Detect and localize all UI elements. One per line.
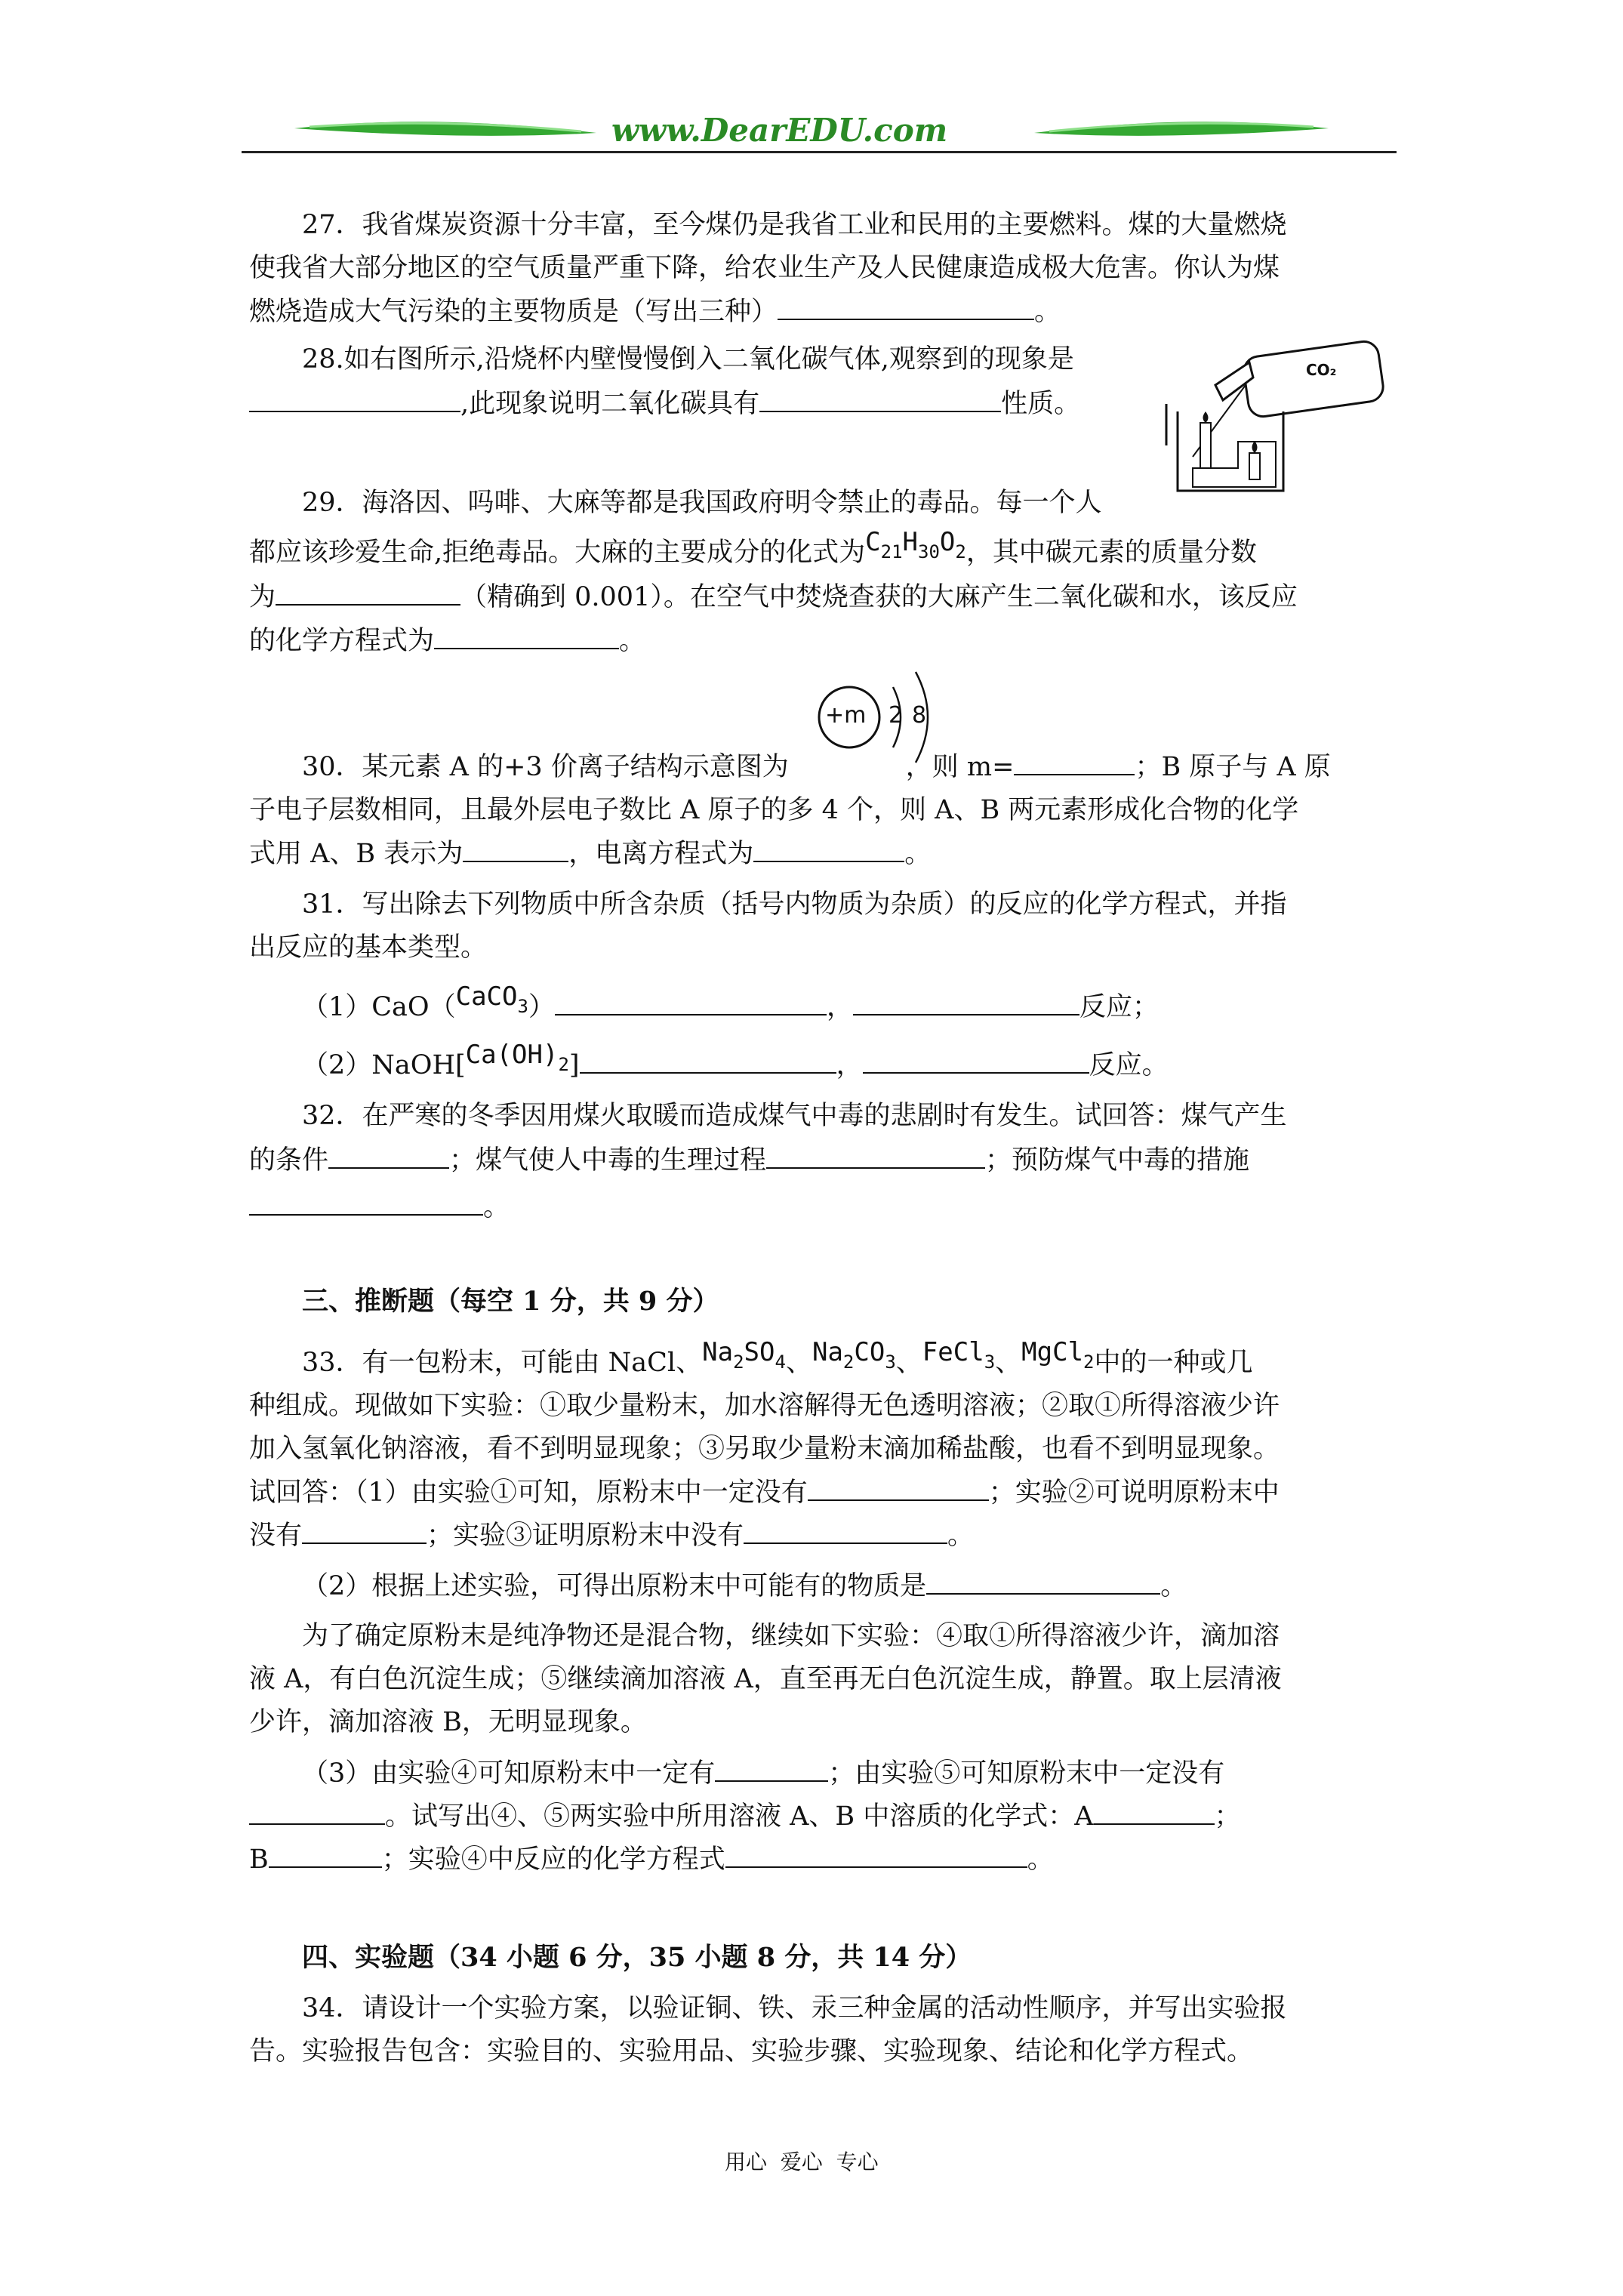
q33-line4: 试回答：（1）由实验①可知，原粉末中一定没有 ；实验②可说明原粉末中 — [249, 1478, 1280, 1508]
q29-line1: 29．海洛因、吗啡、大麻等都是我国政府明令禁止的毒品。每一个人 — [302, 488, 1102, 518]
q29-line4: 的化学方程式为 。 — [249, 626, 646, 656]
q33-line9: 少许，滴加溶液 B，无明显现象。 — [249, 1707, 647, 1737]
answer-blank[interactable] — [715, 1758, 828, 1782]
answer-blank[interactable] — [1094, 1801, 1215, 1825]
answer-blank[interactable] — [778, 296, 1034, 320]
q33-line3: 加入氢氧化钠溶液，看不到明显现象；③另取少量粉末滴加稀盐酸，也看不到明显现象。 — [249, 1434, 1280, 1464]
q27-line3: 燃烧造成大气污染的主要物质是（写出三种） 。 — [249, 297, 1061, 327]
page-footer: 用心 爱心 专心 — [725, 2150, 879, 2174]
q33-line1: 33．有一包粉末，可能由 NaCl、$Na_2SO_4$、$Na_2CO_3$、FeCl$_3$、MgCl$_2$中的一种或几 — [302, 1337, 1253, 1378]
q33-line7: 为了确定原粉末是纯净物还是混合物，继续如下实验：④取①所得溶液少许，滴加溶 — [302, 1621, 1280, 1651]
q27-line2: 使我省大部分地区的空气质量严重下降，给农业生产及人民健康造成极大危害。你认为煤 — [249, 253, 1280, 283]
co2-beaker-diagram — [1163, 340, 1389, 498]
q29-line2: 都应该珍爱生命,拒绝毒品。大麻的主要成分的化式为$C_{21}H_{30}O_2$，其中碳元素的质量分数 — [249, 527, 1257, 568]
answer-blank[interactable] — [863, 1049, 1089, 1074]
q33-line12: B ；实验④中反应的化学方程式 。 — [249, 1845, 1054, 1875]
q33-line5: 没有 ；实验③证明原粉末中没有 。 — [249, 1521, 975, 1551]
q33-line11: 。试写出④、⑤两实验中所用溶液 A、B 中溶质的化学式：A ； — [249, 1801, 1241, 1832]
answer-blank[interactable] — [853, 991, 1079, 1015]
q28-line1: 28.如右图所示,沿烧杯内壁慢慢倒入二氧化碳气体,观察到的现象是 — [302, 344, 1074, 374]
answer-blank[interactable] — [302, 1520, 427, 1544]
q34-line1: 34．请设计一个实验方案，以验证铜、铁、汞三种金属的活动性顺序，并写出实验报 — [302, 1993, 1287, 2023]
q33-line6: （2）根据上述实验，可得出原粉末中可能有的物质是 。 — [302, 1571, 1187, 1601]
answer-blank[interactable] — [276, 581, 460, 606]
q33-line2: 种组成。现做如下实验：①取少量粉末，加水溶解得无色透明溶液；②取①所得溶液少许 — [249, 1391, 1280, 1421]
answer-blank[interactable] — [725, 1844, 1027, 1868]
formula-mgcl2: MgCl$_2$ — [1021, 1337, 1095, 1373]
formula-na2co3: $Na_2CO_3$ — [812, 1337, 896, 1373]
q32-line1: 32．在严寒的冬季因用煤火取暖而造成煤气中毒的悲剧时有发生。试回答：煤气产生 — [302, 1101, 1287, 1131]
q28-line2: ,此现象说明二氧化碳具有 性质。 — [249, 388, 1080, 419]
answer-blank[interactable] — [766, 1145, 985, 1169]
answer-blank[interactable] — [249, 388, 460, 412]
answer-blank[interactable] — [753, 838, 904, 862]
page-header — [242, 106, 1397, 159]
answer-blank[interactable] — [328, 1145, 449, 1169]
answer-blank[interactable] — [926, 1570, 1160, 1595]
answer-blank[interactable] — [434, 625, 619, 649]
q32-line3: 。 — [249, 1191, 510, 1222]
answer-blank[interactable] — [249, 1191, 483, 1216]
q33-line10: （3）由实验④可知原粉末中一定有 ；由实验⑤可知原粉末中一定没有 — [302, 1758, 1225, 1789]
section3-title: 三、推断题（每空 1 分，共 9 分） — [302, 1286, 719, 1317]
q31-line1: 31．写出除去下列物质中所含杂质（括号内物质为杂质）的反应的化学方程式，并指 — [302, 889, 1287, 920]
q31-line2: 出反应的基本类型。 — [249, 932, 488, 963]
answer-blank[interactable] — [249, 1801, 385, 1825]
answer-blank[interactable] — [463, 838, 568, 862]
q32-line2: 的条件 ；煤气使人中毒的生理过程 ；预防煤气中毒的措施 — [249, 1145, 1250, 1176]
formula-caoh2: $Ca(OH)_2$ — [465, 1040, 569, 1075]
answer-blank[interactable] — [580, 1049, 836, 1074]
ion-electron-count-1: 2 — [888, 702, 904, 729]
formula-fecl3: FeCl$_3$ — [922, 1337, 996, 1373]
q30-line1: 30．某元素 A 的+3 价离子结构示意图为 ，则 m= ；B 原子与 A 原 — [302, 752, 1331, 782]
q30-line2: 子电子层数相同，且最外层电子数比 A 原子的多 4 个，则 A、B 两元素形成化合物的化学 — [249, 795, 1299, 825]
answer-blank[interactable] — [744, 1520, 947, 1544]
co2-label: CO₂ — [1306, 361, 1337, 379]
q31-item2: $(2)NaOH[Ca(OH)_2]$ ， 反应。 — [302, 1040, 1169, 1080]
ion-nucleus-label: +m — [825, 702, 867, 729]
answer-blank[interactable] — [1014, 751, 1135, 775]
q29-line3: 为 （精确到 0.001）。在空气中焚烧查获的大麻产生二氧化碳和水，该反应 — [249, 582, 1298, 612]
section4-title: 四、实验题（34 小题 6 分，35 小题 8 分，共 14 分） — [302, 1942, 972, 1973]
q34-line2: 告。实验报告包含：实验目的、实验用品、实验步骤、实验现象、结论和化学方程式。 — [249, 2036, 1254, 2066]
site-name: www.DearEDU.com — [611, 112, 948, 149]
q33-line8: 液 A，有白色沉淀生成；⑤继续滴加溶液 A，直至再无白色沉淀生成，静置。取上层清液 — [249, 1664, 1282, 1694]
q27-line1: 27．我省煤炭资源十分丰富，至今煤仍是我省工业和民用的主要燃料。煤的大量燃烧 — [302, 210, 1287, 240]
formula-caco3: CaCO$_3$ — [455, 982, 528, 1017]
answer-blank[interactable] — [269, 1844, 382, 1868]
q30-line3: 式用 A、B 表示为 ，电离方程式为 。 — [249, 839, 932, 869]
header-rule — [242, 151, 1397, 153]
answer-blank[interactable] — [808, 1477, 989, 1501]
answer-blank[interactable] — [555, 991, 827, 1015]
formula-na2so4: $Na_2SO_4$ — [702, 1337, 786, 1373]
ion-electron-count-2: 8 — [912, 702, 927, 729]
answer-blank[interactable] — [759, 388, 1001, 412]
q31-item1: （1）CaO（CaCO$_3$） ， 反应； — [302, 982, 1159, 1022]
formula-c21h30o2: $C_{21}H_{30}O_2$ — [865, 527, 966, 562]
